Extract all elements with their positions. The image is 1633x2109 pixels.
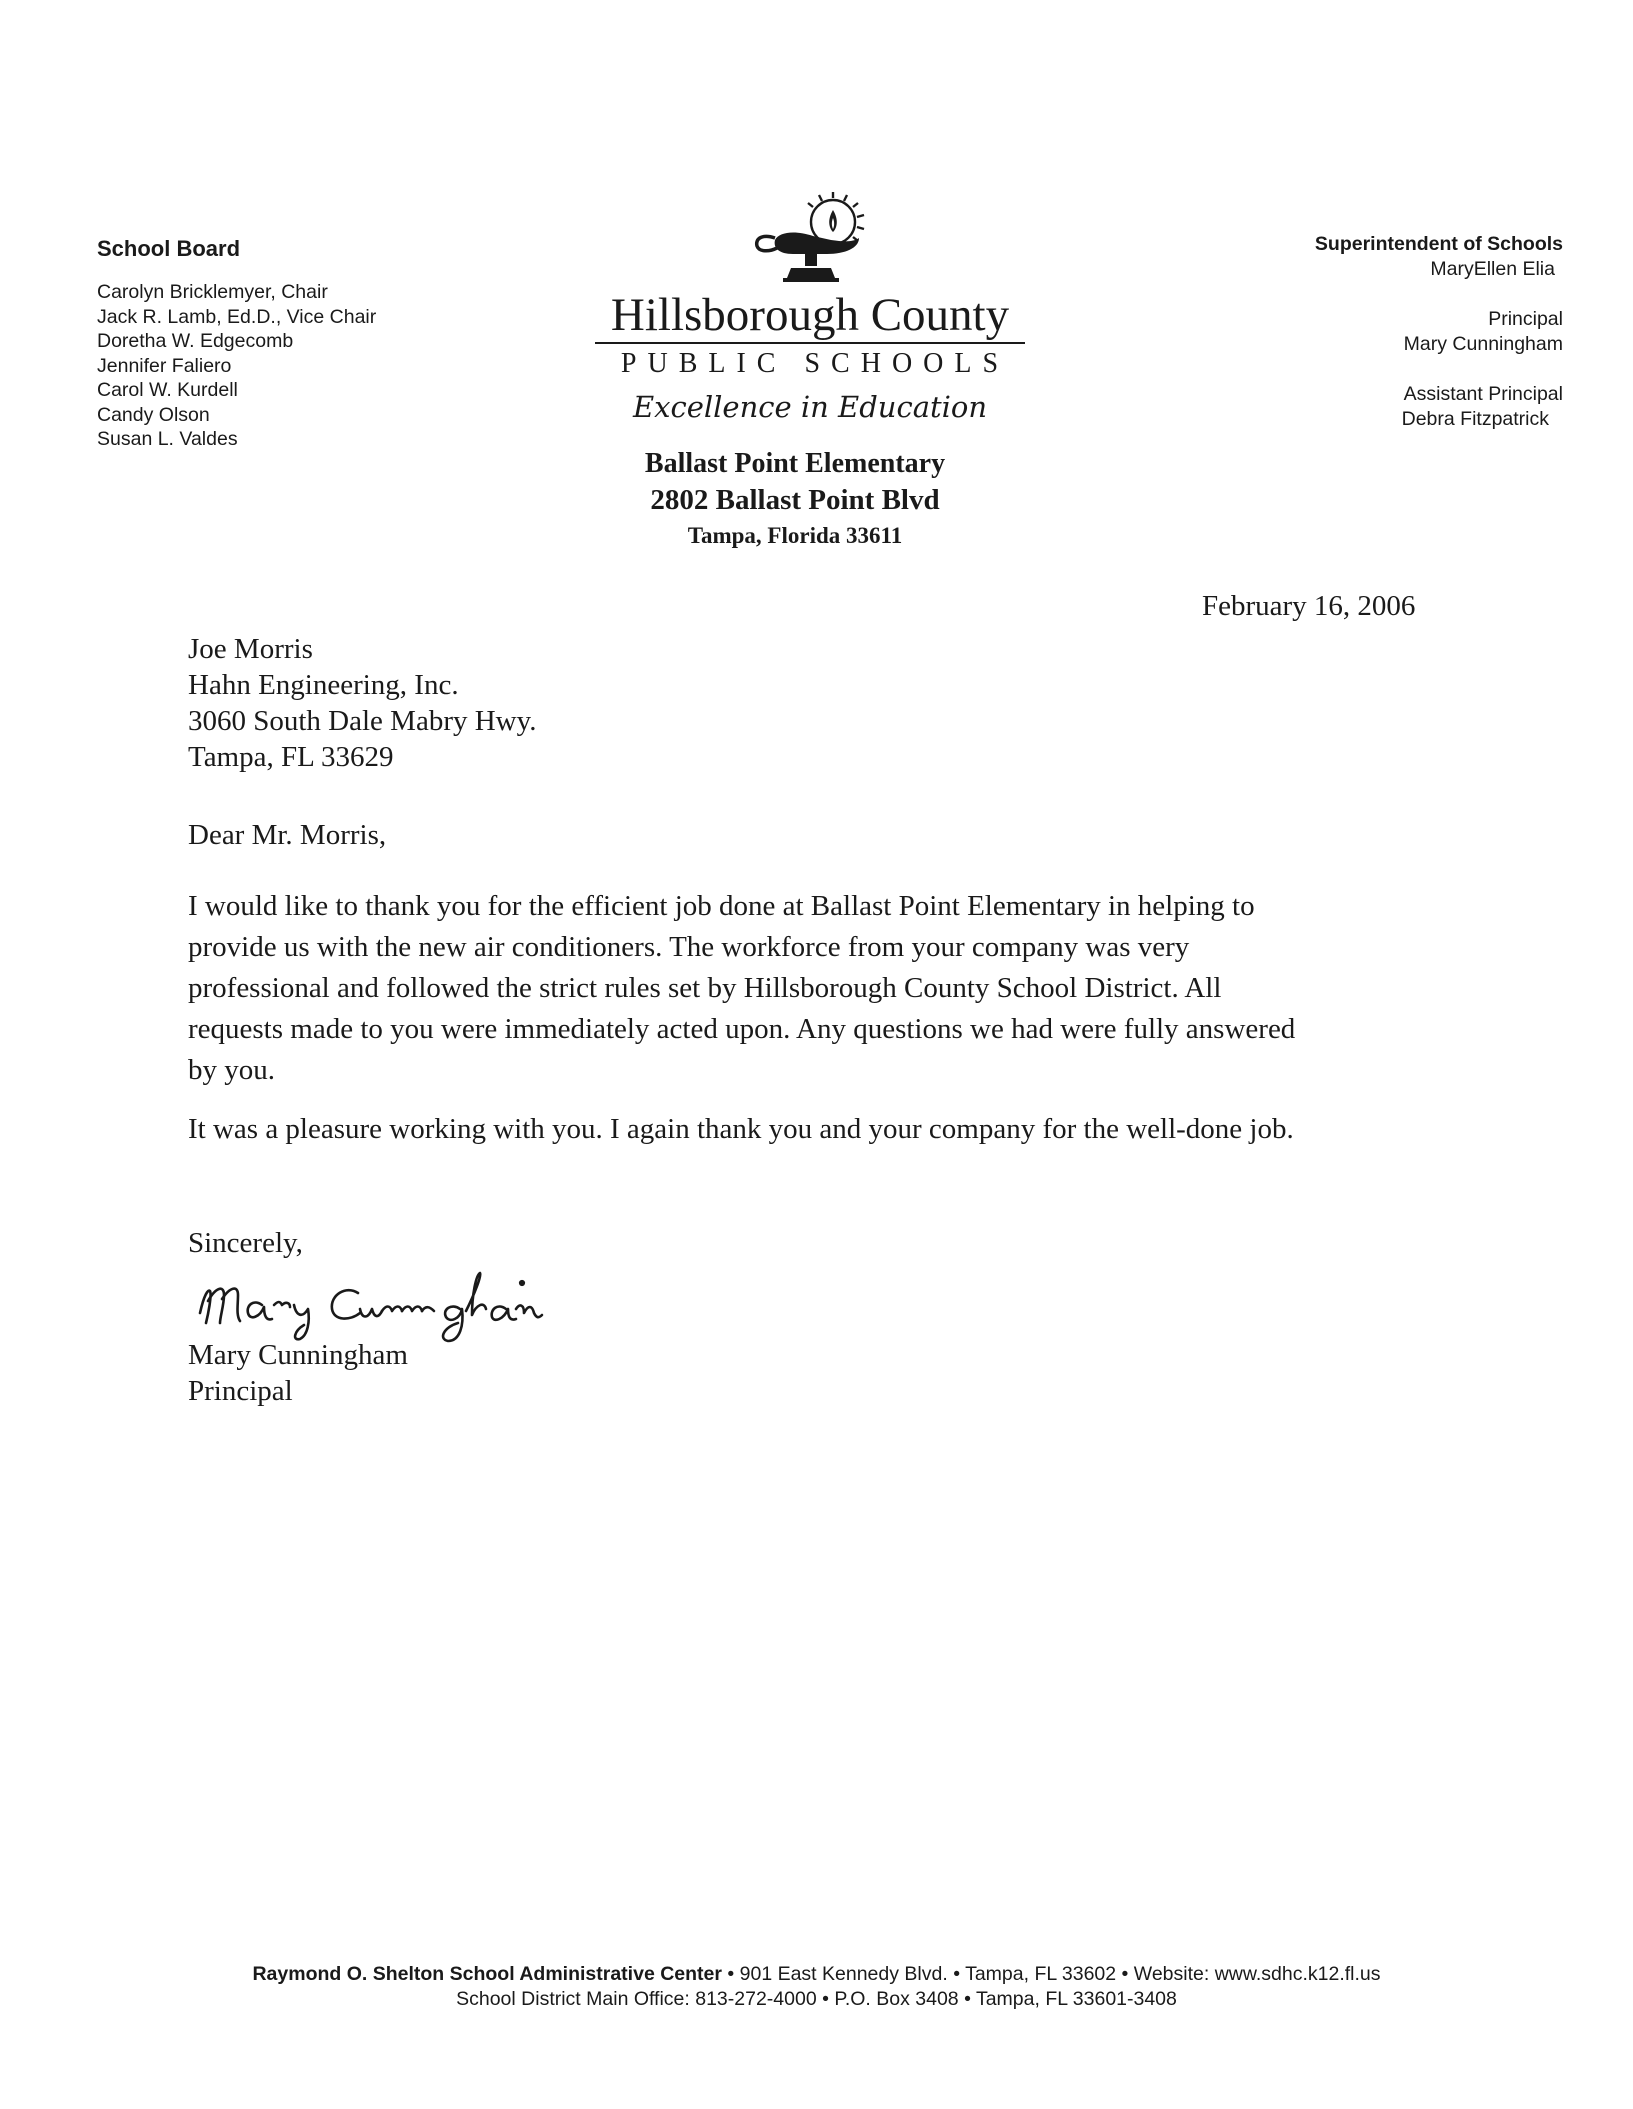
assistant-principal-name: Debra Fitzpatrick xyxy=(1401,407,1549,430)
board-member: Doretha W. Edgecomb xyxy=(97,330,294,352)
principal-name: Mary Cunningham xyxy=(1403,332,1563,355)
board-member: Susan L. Valdes xyxy=(97,428,238,450)
district-divider xyxy=(595,342,1025,344)
signer-name: Mary Cunningham xyxy=(188,1339,408,1371)
salutation: Dear Mr. Morris, xyxy=(188,819,387,851)
board-member: Carol W. Kurdell xyxy=(97,379,238,401)
school-address-block xyxy=(560,446,1030,554)
body-paragraph-2: It was a pleasure working with you. I again thank you and your company for the well-done job. xyxy=(188,1113,1294,1145)
footer-center-address: • 901 East Kennedy Blvd. • Tampa, FL 33602 • Website: www.sdhc.k12.fl.us xyxy=(721,1963,1381,1985)
signer-block xyxy=(188,1337,408,1409)
board-member: Candy Olson xyxy=(97,403,210,426)
board-member: Jack R. Lamb, Ed.D., Vice Chair xyxy=(97,305,377,328)
district-motto: Excellence in Education xyxy=(632,390,988,424)
signer-title: Principal xyxy=(188,1375,293,1407)
school-board-section xyxy=(97,236,376,452)
officials-section xyxy=(1315,232,1563,431)
recipient-street: 3060 South Dale Mabry Hwy. xyxy=(188,705,537,737)
letter-date: February 16, 2006 xyxy=(1202,590,1416,622)
paragraph-line: provide us with the new air conditioners. The workforce from your company was very xyxy=(188,931,1190,963)
footer-line-1 xyxy=(0,1962,1633,1987)
body-paragraph-1 xyxy=(188,886,1448,1091)
school-board-title: School Board xyxy=(97,236,241,261)
recipient-name: Joe Morris xyxy=(188,633,313,665)
school-street: 2802 Ballast Point Blvd xyxy=(650,484,940,516)
principal-title: Principal xyxy=(1488,308,1563,330)
letter-footer xyxy=(0,1962,1633,2012)
superintendent-name: MaryEllen Elia xyxy=(1430,257,1555,280)
footer-center-name: Raymond O. Shelton School Administrative Center xyxy=(252,1963,722,1985)
paragraph-line: by you. xyxy=(188,1054,275,1086)
handwritten-signature xyxy=(190,1265,670,1345)
recipient-company: Hahn Engineering, Inc. xyxy=(188,669,459,701)
footer-line-2: School District Main Office: 813-272-4000 • P.O. Box 3408 • Tampa, FL 33601-3408 xyxy=(456,1988,1177,2010)
assistant-principal-title: Assistant Principal xyxy=(1403,383,1563,405)
school-name: Ballast Point Elementary xyxy=(644,448,946,479)
district-name: Hillsborough County xyxy=(610,289,1010,341)
board-member: Carolyn Bricklemyer, Chair xyxy=(97,281,328,303)
recipient-address xyxy=(188,631,537,775)
letterhead-logo xyxy=(560,190,1060,424)
paragraph-line: I would like to thank you for the efficient job done at Ballast Point Elementary in helping to xyxy=(188,890,1255,922)
recipient-city: Tampa, FL 33629 xyxy=(188,741,394,773)
school-city: Tampa, Florida 33611 xyxy=(687,523,903,548)
oil-lamp-icon xyxy=(735,190,885,286)
district-subtitle: PUBLIC SCHOOLS xyxy=(620,348,1010,379)
paragraph-line: professional and followed the strict rules set by Hillsborough County School District. All xyxy=(188,972,1222,1004)
board-member: Jennifer Faliero xyxy=(97,354,232,377)
closing: Sincerely, xyxy=(188,1227,303,1259)
paragraph-line: requests made to you were immediately acted upon. Any questions we had were fully answered xyxy=(188,1013,1296,1045)
superintendent-title: Superintendent of Schools xyxy=(1314,233,1563,255)
school-board-list xyxy=(97,280,376,452)
